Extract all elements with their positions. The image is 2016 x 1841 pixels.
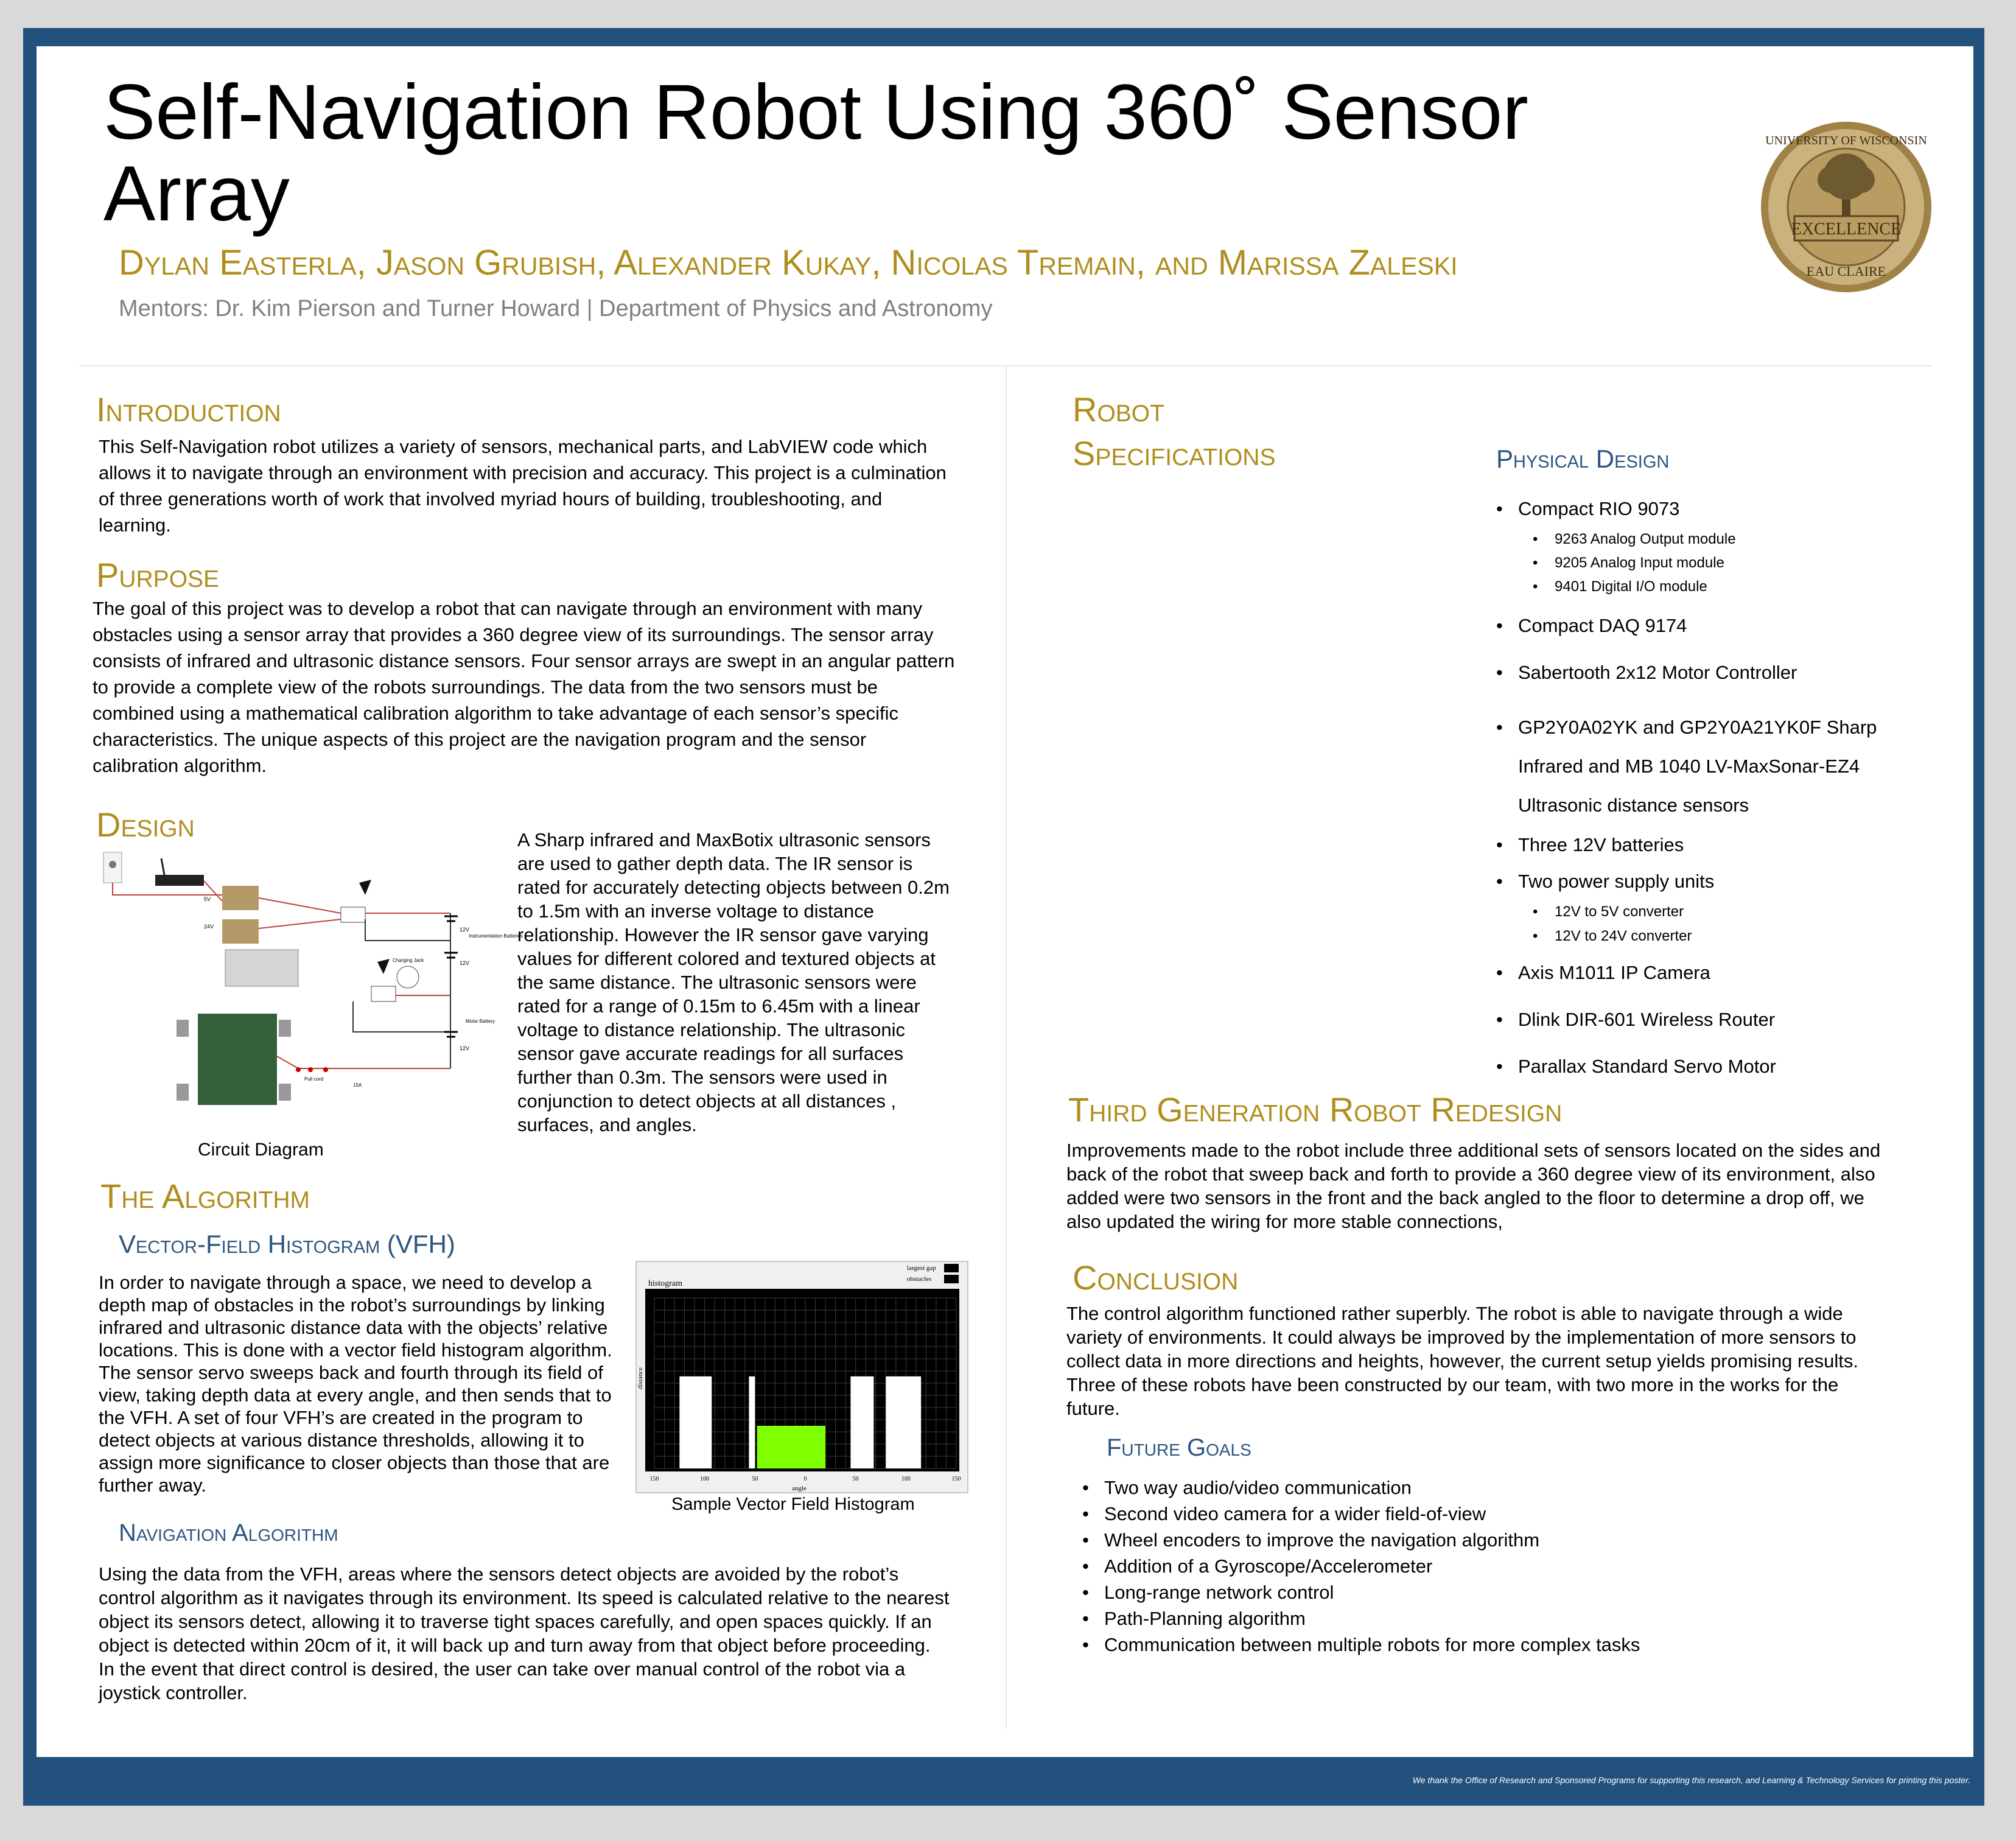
label-12v-a: 12V <box>460 927 470 933</box>
spec-crio-modules <box>1533 527 1736 598</box>
x-tick-label: 150 <box>951 1476 961 1482</box>
x-tick-label: 100 <box>901 1476 911 1482</box>
conclusion-heading: Conclusion <box>1073 1258 1239 1297</box>
switch-2-icon <box>371 986 396 1001</box>
histogram-obstacle-bar <box>749 1376 755 1468</box>
spec-crio-module: • 9205 Analog Input module <box>1533 551 1736 575</box>
label-12v-b: 12V <box>460 960 470 966</box>
spec-sensors-line: Infrared and MB 1040 LV-MaxSonar-EZ4 <box>1518 756 1860 777</box>
design-text: A Sharp infrared and MaxBotix ultrasonic sensors are used to gather depth data. The IR sensor is rated for accurately detecting objects between 0.2m to 1.5m with an inverse voltage to distance relationship. However the IR sensor gave varying values for different colored and textured objects at the same distance. The ultrasonic sensors were rated for a range of 0.15m to 6.45m with a linear voltage to distance relationship. The ultrasonic sensor gave accurate readings for all surfaces further than 0.3m. The sensors were used in conjunction to detect objects at all distances , surfaces, and angles. <box>517 829 950 1135</box>
circuit-diagram <box>97 849 523 1117</box>
label-motor-battery: Motor Battery <box>466 1019 495 1024</box>
mentors-line: Mentors: Dr. Kim Pierson and Turner Howard | Department of Physics and Astronomy <box>119 296 993 321</box>
spec-servo: • Parallax Standard Servo Motor <box>1496 1056 1776 1078</box>
label-instrumentation: Instrumentation Batteries <box>469 933 523 939</box>
label-15a: 15A <box>353 1082 362 1088</box>
router-icon <box>155 875 204 886</box>
university-seal <box>1758 119 1934 295</box>
spec-crio-module: • 9401 Digital I/O module <box>1533 575 1736 598</box>
spec-list-camera <box>1496 962 1710 984</box>
chart-xlabel: angle <box>792 1485 807 1492</box>
spec-motor: • Sabertooth 2x12 Motor Controller <box>1496 662 1797 684</box>
histogram-obstacle-bar <box>886 1376 921 1468</box>
vfh-histogram-chart <box>636 1261 968 1493</box>
future-goal-item: • Long-range network control <box>1082 1579 1640 1605</box>
future-goal-item: • Communication between multiple robots for more complex tasks <box>1082 1632 1640 1658</box>
future-goal-item: • Path-Planning algorithm <box>1082 1605 1640 1632</box>
spec-list-router <box>1496 1009 1775 1031</box>
label-pull-cord: Pull cord <box>304 1076 324 1082</box>
x-tick-label: 0 <box>803 1476 807 1482</box>
poster-title: Self-Navigation Robot Using 360˚ Sensor Array <box>103 69 1528 237</box>
spec-batteries: • Three 12V batteries <box>1496 834 1684 856</box>
legend-swatch-obstacles <box>944 1275 959 1283</box>
label-24v: 24V <box>204 924 214 930</box>
spec-list-sensors <box>1496 708 1877 825</box>
footer-acknowledgement: We thank the Office of Research and Sponsored Programs for supporting this research, and Learning & Technology Services for printing this poster. <box>1412 1775 1970 1785</box>
future-goals-list <box>1082 1475 1640 1658</box>
spec-sensors-line: • GP2Y0A02YK and GP2Y0A21YK0F Sharp <box>1496 708 1877 747</box>
spec-crio-module: • 9263 Analog Output module <box>1533 527 1736 551</box>
histogram-obstacle-bar <box>850 1376 873 1468</box>
future-goals-heading: Future Goals <box>1107 1434 1251 1461</box>
charging-jack-icon <box>397 966 419 988</box>
spec-list-daq <box>1496 615 1687 637</box>
svg-text:EAU CLAIRE: EAU CLAIRE <box>1806 264 1886 279</box>
label-5v: 5V <box>204 896 211 902</box>
spec-list-psu <box>1496 871 1714 892</box>
spec-list-servo <box>1496 1056 1776 1078</box>
spec-list-crio <box>1496 498 1679 520</box>
spec-crio: • Compact RIO 9073 <box>1496 498 1679 520</box>
legend-label-obstacles: obstacles <box>907 1275 932 1283</box>
spec-psu: • Two power supply units <box>1496 871 1714 892</box>
chart-ylabel: distance <box>637 1367 644 1389</box>
vfh-caption: Sample Vector Field Histogram <box>671 1495 915 1514</box>
y-tick-label: 1 <box>646 1296 649 1302</box>
introduction-heading: Introduction <box>96 390 281 429</box>
redesign-text: Improvements made to the robot include three additional sets of sensors located on the sides and back of the robot that sweep back and forth to provide a 360 degree view of its environment, also added were two sensors in the front and the back angled to the floor to determine a drop off, we also updated the wiring for more stable connections, <box>1066 1140 1881 1232</box>
switch-1-icon <box>341 907 365 922</box>
label-12v-c: 12V <box>460 1045 470 1051</box>
histogram-obstacle-bar <box>679 1376 712 1468</box>
histogram-gap-bar <box>757 1426 825 1468</box>
spec-psu-units <box>1533 900 1692 949</box>
conclusion-text: The control algorithm functioned rather superbly. The robot is able to navigate through a wide variety of environments. It could always be improved by the implementation of more sensors to collect data in more directions and heights, however, the current setup yields promising results. Three of these robots have been constructed by our team, with two more in the works for the future. <box>1066 1303 1858 1419</box>
future-goal-item: • Wheel encoders to improve the navigation algorithm <box>1082 1527 1640 1553</box>
spec-list-batteries <box>1496 834 1684 856</box>
future-goal-item: • Second video camera for a wider field-of-view <box>1082 1501 1640 1527</box>
legend-swatch-gap <box>944 1264 959 1272</box>
spec-daq: • Compact DAQ 9174 <box>1496 615 1687 637</box>
converter-2-icon <box>222 919 259 944</box>
purpose-heading: Purpose <box>96 556 220 594</box>
navigation-heading: Navigation Algorithm <box>119 1520 338 1546</box>
legend-label-gap: largest gap <box>907 1264 936 1272</box>
specs-heading-line1: Robot <box>1073 390 1164 429</box>
y-tick-label: 0 <box>646 1466 649 1473</box>
x-tick-label: 50 <box>752 1476 758 1482</box>
converter-1-icon <box>222 886 259 910</box>
x-tick-label: 100 <box>700 1476 710 1482</box>
spec-sensors-line: Ultrasonic distance sensors <box>1518 794 1749 816</box>
crio-icon <box>225 950 298 986</box>
future-goal-item: • Addition of a Gyroscope/Accelerometer <box>1082 1553 1640 1579</box>
circuit-diagram-caption: Circuit Diagram <box>198 1140 324 1160</box>
x-tick-label: 150 <box>649 1476 659 1482</box>
svg-text:EXCELLENCE: EXCELLENCE <box>1791 220 1902 239</box>
vfh-text: In order to navigate through a space, we need to develop a depth map of obstacles in the robot’s surroundings by linking infrared and ultrasonic distance data with the objects’ relative locations. This is done with a vector field histogram algorithm. The sensor servo sweeps back and fourth through its field of view, taking depth data at every angle, and then sends that to the VFH. A set of four VFH’s are created in the program to detect objects at various distance thresholds, allowing it to assign more significance to closer objects than those that are further away. <box>99 1272 612 1496</box>
label-charging: Charging Jack <box>393 958 424 963</box>
redesign-heading: Third Generation Robot Redesign <box>1068 1090 1563 1129</box>
svg-text:UNIVERSITY OF WISCONSIN: UNIVERSITY OF WISCONSIN <box>1765 134 1927 147</box>
spec-psu-unit: • 12V to 24V converter <box>1533 924 1692 949</box>
chart-title: histogram <box>648 1279 682 1288</box>
spec-psu-unit: • 12V to 5V converter <box>1533 900 1692 924</box>
navigation-text: Using the data from the VFH, areas where the sensors detect objects are avoided by the robot’s control algorithm as it navigates through its environment. Its speed is calculated relative to the nearest object its sensors detect, allowing it to traverse tight spaces carefully, and open spaces quickly. If an object is detected within 20cm of it, it will back up and turn away from that object before proceeding. In the event that direct control is desired, the user can take over manual control of the robot via a joystick controller. <box>99 1563 950 1703</box>
introduction-text: This Self-Navigation robot utilizes a variety of sensors, mechanical parts, and LabVIEW code which allows it to navigate through an environment with precision and accuracy. This project is a culmination of three generations worth of work that involved myriad hours of building, troubleshooting, and learning. <box>99 436 947 536</box>
column-divider <box>1006 365 1007 1729</box>
vfh-heading: Vector-Field Histogram (VFH) <box>119 1230 455 1258</box>
future-goal-item: • Two way audio/video communication <box>1082 1475 1640 1501</box>
spec-list-motor <box>1496 662 1797 684</box>
physical-design-heading: Physical Design <box>1496 444 1670 473</box>
x-tick-label: 50 <box>852 1476 859 1482</box>
motor-controller-icon <box>198 1014 277 1105</box>
author-list: Dylan Easterla, Jason Grubish, Alexander Kukay, Nicolas Tremain, and Marissa Zaleski <box>119 243 1458 282</box>
design-heading: Design <box>96 805 195 844</box>
algorithm-heading: The Algorithm <box>100 1177 310 1215</box>
specs-heading-line2: Specifications <box>1073 434 1276 472</box>
spec-router: • Dlink DIR-601 Wireless Router <box>1496 1009 1775 1031</box>
spec-camera: • Axis M1011 IP Camera <box>1496 962 1710 984</box>
purpose-text: The goal of this project was to develop a robot that can navigate through an environment with many obstacles using a sensor array that provides a 360 degree view of its surroundings. The sensor array consists of infrared and ultrasonic distance sensors. Four sensor arrays are swept in an angular pattern to provide a complete view of the robots surroundings. The data from the two sensors must be combined using a mathematical calibration algorithm to take advantage of each sensor’s specific characteristics. The unique aspects of this project are the navigation program and the sensor calibration algorithm. <box>93 598 955 776</box>
